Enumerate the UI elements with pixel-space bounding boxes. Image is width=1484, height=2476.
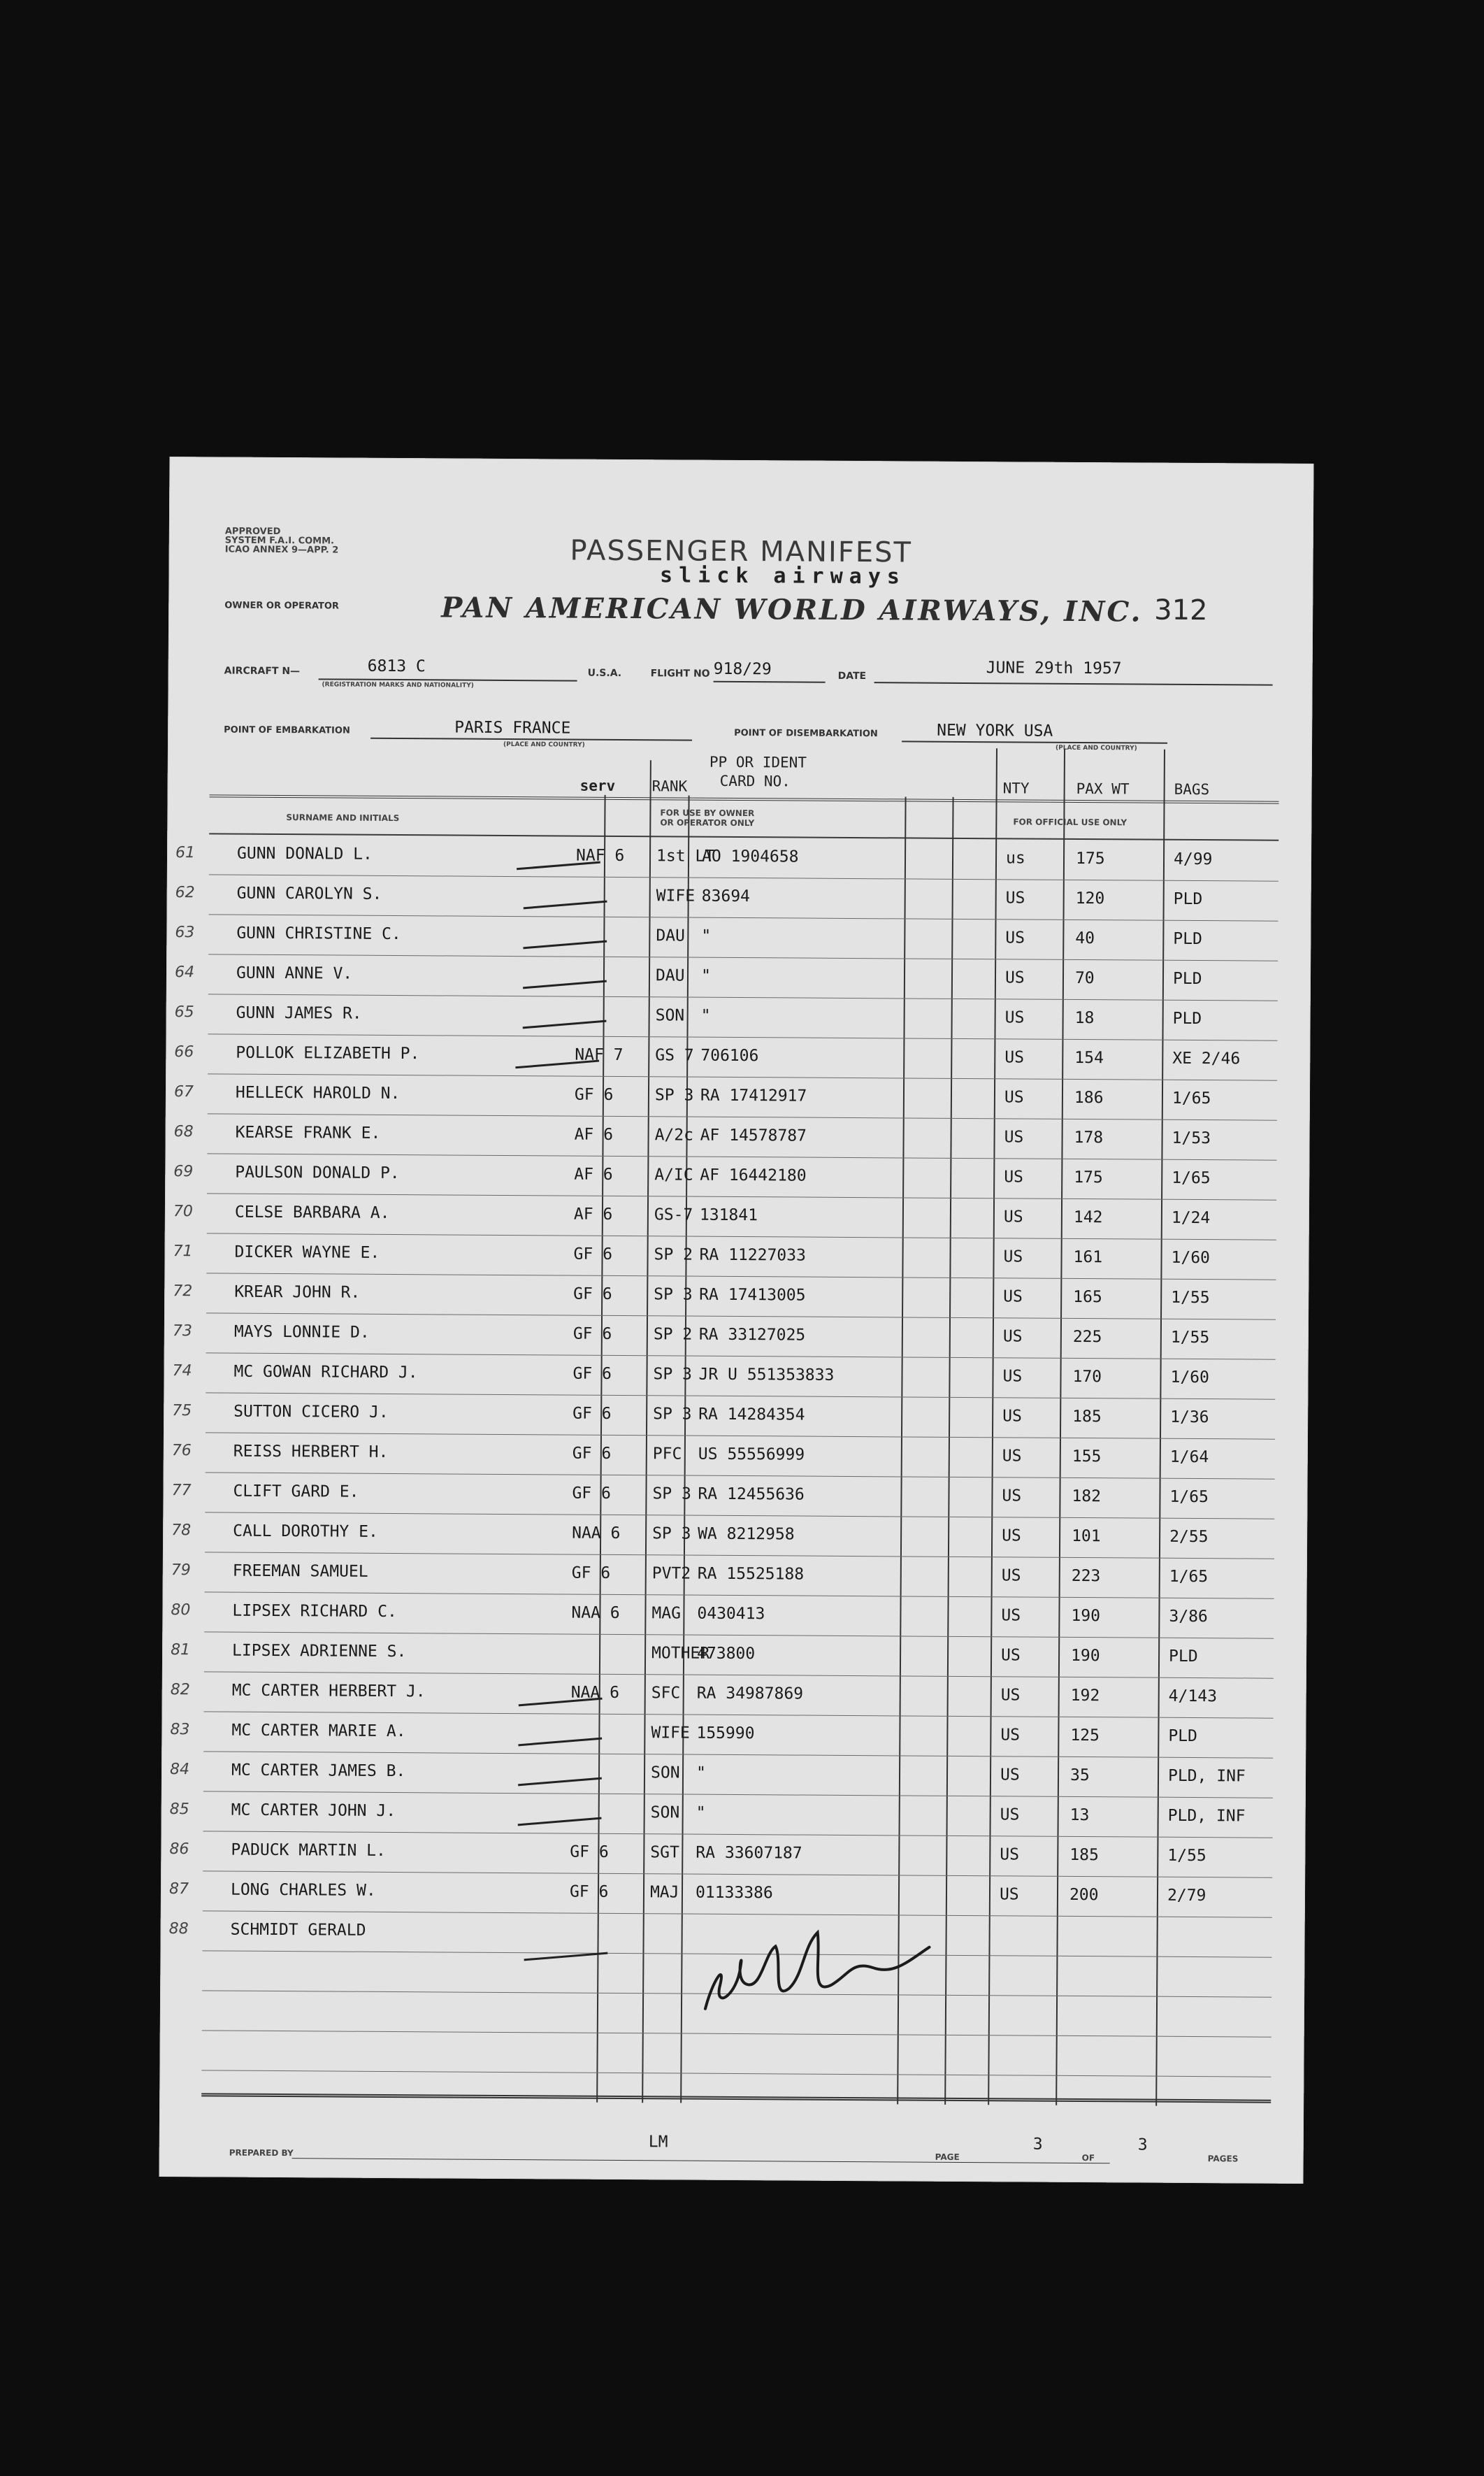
embark-sub: (PLACE AND COUNTRY)	[503, 740, 585, 749]
cell-nty: US	[1000, 1766, 1020, 1784]
cell-nty: US	[1001, 1566, 1021, 1585]
cell-rank: MAJ	[649, 1883, 679, 1902]
header-official-use: FOR OFFICIAL USE ONLY	[1013, 817, 1128, 828]
cell-name: CALL DOROTHY E.	[233, 1522, 378, 1541]
cell-serv: GF 6	[574, 1085, 614, 1104]
cell-card: "	[700, 1006, 711, 1025]
cell-wt: 175	[1074, 1168, 1103, 1187]
cell-name: HELLECK HAROLD N.	[235, 1083, 401, 1103]
cell-rank: GS 7	[655, 1046, 694, 1065]
cell-serv: GF 6	[570, 1842, 609, 1861]
of-label: OF	[1081, 2153, 1095, 2163]
cell-nty: US	[1002, 1526, 1021, 1545]
cell-name: LONG CHARLES W.	[230, 1880, 376, 1900]
cell-card: JR U 551353833	[698, 1365, 835, 1384]
cell-card: "	[696, 1763, 706, 1782]
cell-name: GUNN ANNE V.	[236, 964, 353, 983]
cell-bags: PLD, INF	[1167, 1766, 1246, 1786]
header-nty: NTY	[1002, 780, 1030, 797]
cell-card: RA 17413005	[699, 1285, 806, 1305]
cell-rank: WIFE	[656, 887, 696, 906]
disembark-value: NEW YORK USA	[937, 721, 1053, 740]
table-row	[165, 1153, 1309, 1200]
cell-card: RA 33127025	[698, 1325, 806, 1345]
cell-nty: US	[1002, 1487, 1022, 1505]
flight-value: 918/29	[713, 659, 772, 679]
cell-rank: SP 3	[652, 1524, 691, 1543]
header-serv: serv	[579, 777, 616, 794]
cell-n: 85	[169, 1801, 189, 1819]
cell-rank: SP 3	[653, 1405, 692, 1424]
cell-card: RA 17412917	[700, 1086, 807, 1105]
table-row	[164, 1432, 1308, 1479]
cell-bags: 1/65	[1169, 1487, 1209, 1507]
table-row	[166, 954, 1311, 1001]
cell-wt: 185	[1069, 1845, 1099, 1865]
cell-bags: 1/65	[1172, 1168, 1211, 1188]
cell-wt: 161	[1073, 1247, 1103, 1267]
cell-serv: NAF 6	[575, 846, 625, 866]
cell-card: 83694	[701, 887, 751, 906]
cell-n: 70	[173, 1203, 194, 1221]
form-title: PASSENGER MANIFEST	[570, 534, 913, 569]
cell-rank: A/2c	[654, 1126, 694, 1145]
cell-rank: SGT	[650, 1843, 679, 1862]
cell-serv: AF 6	[574, 1125, 614, 1144]
cell-rank: MOTHER	[651, 1644, 710, 1663]
table-row	[163, 1552, 1307, 1598]
cell-bags: 1/60	[1170, 1368, 1209, 1387]
cell-card: 0430413	[697, 1604, 765, 1624]
table-row	[161, 1870, 1305, 1917]
aircraft-sub: (REGISTRATION MARKS AND NATIONALITY)	[322, 681, 474, 689]
approval-line: SYSTEM F.A.I. COMM.	[224, 535, 335, 547]
cell-nty: US	[1001, 1606, 1021, 1625]
cell-rank: MAG	[651, 1604, 682, 1623]
cell-wt: 192	[1070, 1686, 1100, 1705]
cell-card: AF 16442180	[700, 1166, 807, 1185]
cell-name: LIPSEX ADRIENNE S.	[232, 1641, 407, 1661]
cell-serv: GF 6	[571, 1563, 611, 1582]
header-bags: BAGS	[1174, 780, 1210, 799]
cell-rank: SP 3	[652, 1484, 691, 1503]
cell-name: KEARSE FRANK E.	[235, 1123, 381, 1143]
cell-name: REISS HERBERT H.	[233, 1442, 389, 1461]
cell-card: "	[701, 926, 712, 945]
prepared-label: PREPARED BY	[229, 2147, 294, 2159]
cell-bags: 1/53	[1172, 1129, 1211, 1148]
cell-wt: 186	[1074, 1088, 1104, 1108]
cell-rank: SP 3	[654, 1086, 694, 1105]
cell-serv: GF 6	[572, 1444, 612, 1463]
cell-wt: 178	[1074, 1128, 1104, 1147]
cell-name: MC CARTER HERBERT J.	[231, 1681, 426, 1701]
cell-card: RA 34987869	[696, 1684, 804, 1703]
cell-serv: GF 6	[572, 1404, 612, 1423]
cell-card: 01133386	[695, 1883, 773, 1903]
table-row	[163, 1472, 1307, 1519]
cell-name: GUNN CHRISTINE C.	[236, 924, 401, 944]
cell-wt: 185	[1072, 1407, 1102, 1426]
cell-serv: GF 6	[573, 1284, 612, 1303]
cell-rank: SP 2	[653, 1325, 693, 1344]
cell-wt: 223	[1071, 1566, 1101, 1586]
prepared-by: LM	[648, 2133, 668, 2152]
cell-wt: 40	[1075, 929, 1095, 948]
table-row	[164, 1312, 1309, 1359]
table-row	[161, 1751, 1306, 1798]
cell-n: 88	[168, 1920, 189, 1938]
cell-bags: PLD	[1173, 889, 1203, 909]
page-label: PAGE	[935, 2152, 960, 2162]
cell-card: RA 12455636	[698, 1484, 805, 1504]
cell-nty: US	[1005, 929, 1025, 947]
cell-bags: PLD	[1172, 969, 1202, 989]
cell-name: PAULSON DONALD P.	[235, 1163, 400, 1183]
cell-wt: 225	[1072, 1327, 1102, 1347]
cell-serv: GF 6	[572, 1324, 612, 1343]
cell-nty: US	[1000, 1726, 1021, 1745]
cell-n: 82	[170, 1681, 190, 1699]
cell-bags: 1/64	[1169, 1447, 1209, 1467]
footer-underline	[292, 2158, 1110, 2163]
approval-line: APPROVED	[224, 526, 281, 537]
cell-name: KREAR JOHN R.	[234, 1282, 361, 1302]
cell-n: 72	[173, 1282, 193, 1301]
cell-n: 84	[169, 1761, 190, 1779]
cell-n: 79	[171, 1561, 191, 1580]
table-row	[166, 1073, 1310, 1120]
cell-name: MC CARTER JAMES B.	[231, 1761, 406, 1781]
cell-bags: XE 2/46	[1172, 1049, 1241, 1068]
table-row	[166, 914, 1311, 961]
cell-name: MAYS LONNIE D.	[233, 1322, 370, 1342]
cell-nty: US	[1000, 1805, 1020, 1824]
table-row	[166, 1033, 1310, 1080]
cell-nty: us	[1005, 849, 1025, 868]
table-row	[165, 1113, 1309, 1160]
table-row	[166, 994, 1310, 1040]
table-row	[162, 1591, 1306, 1638]
cell-n: 80	[171, 1601, 191, 1619]
cell-wt: 120	[1075, 889, 1105, 908]
cell-bags: PLD	[1168, 1726, 1198, 1746]
header-pax: PAX WT	[1076, 780, 1130, 798]
cell-n: 75	[172, 1402, 192, 1420]
cell-n: 69	[173, 1163, 194, 1181]
cell-rank: SP 3	[654, 1285, 693, 1304]
airline-name: PAN AMERICAN WORLD AIRWAYS, INC.	[441, 591, 1143, 629]
serv-dash	[524, 1952, 608, 1961]
cell-n: 78	[171, 1522, 192, 1540]
cell-nty: US	[1003, 1247, 1023, 1266]
cell-n: 66	[174, 1043, 194, 1061]
cell-name: MC CARTER MARIE A.	[231, 1721, 406, 1741]
disembark-sub: (PLACE AND COUNTRY)	[1055, 744, 1137, 752]
cell-name: DICKER WAYNE E.	[234, 1243, 380, 1262]
date-underline	[874, 682, 1273, 685]
cell-card: 473800	[697, 1644, 756, 1663]
cell-card: AO 1904658	[701, 847, 799, 866]
pages-label: PAGES	[1207, 2154, 1239, 2164]
cell-n: 83	[170, 1721, 190, 1739]
cell-rank: PFC	[652, 1445, 682, 1464]
cell-wt: 165	[1073, 1287, 1102, 1307]
handwritten-signature	[698, 1918, 937, 2024]
cell-name: GUNN CAROLYN S.	[236, 884, 382, 903]
aircraft-label: AIRCRAFT N—	[224, 665, 301, 678]
table-row	[163, 1512, 1307, 1559]
cell-bags: PLD	[1168, 1647, 1198, 1666]
cell-bags: 4/143	[1168, 1687, 1218, 1706]
cell-card: "	[696, 1803, 706, 1822]
cell-name: MC GOWAN RICHARD J.	[233, 1362, 418, 1382]
table-row	[164, 1352, 1308, 1399]
cell-rank: 1st LT	[656, 847, 715, 866]
cell-serv: NAA 6	[572, 1524, 621, 1543]
embark-value: PARIS FRANCE	[454, 718, 571, 738]
cell-wt: 70	[1074, 968, 1095, 988]
cell-card: RA 15525188	[697, 1564, 805, 1584]
cell-serv: AF 6	[574, 1165, 613, 1184]
cell-bags: 1/55	[1171, 1288, 1210, 1308]
cell-card: RA 14284354	[698, 1405, 805, 1424]
cell-bags: 2/55	[1169, 1527, 1209, 1547]
cell-bags: PLD	[1173, 929, 1202, 949]
cell-nty: US	[1004, 1128, 1024, 1147]
disembark-underline	[902, 740, 1167, 743]
cell-serv: GF 6	[573, 1245, 613, 1264]
cell-wt: 190	[1070, 1646, 1100, 1666]
cell-rank: SP 2	[654, 1245, 693, 1264]
cell-n: 62	[175, 884, 195, 902]
date-value: JUNE 29th 1957	[986, 659, 1122, 678]
cell-nty: US	[1002, 1447, 1022, 1466]
cell-rank: SFC	[651, 1684, 681, 1703]
cell-bags: 1/65	[1169, 1567, 1209, 1587]
cell-rank: GS-7	[654, 1205, 693, 1224]
cell-nty: US	[1005, 889, 1025, 908]
cell-bags: 1/60	[1171, 1248, 1211, 1268]
cell-card: 155990	[696, 1724, 755, 1743]
operator-stamp: slick airways	[659, 563, 907, 589]
cell-wt: 200	[1069, 1885, 1099, 1905]
cell-name: CLIFT GARD E.	[233, 1482, 359, 1501]
cell-card: RA 33607187	[696, 1843, 802, 1863]
cell-rank: A/IC	[654, 1166, 693, 1185]
cell-bags: 4/99	[1173, 850, 1213, 869]
date-label: DATE	[837, 670, 867, 682]
cell-name: SUTTON CICERO J.	[233, 1402, 389, 1422]
cell-bags: 1/36	[1170, 1408, 1209, 1427]
cell-name: POLLOK ELIZABETH P.	[236, 1043, 420, 1064]
cell-n: 86	[169, 1840, 189, 1859]
disembark-label: POINT OF DISEMBARKATION	[734, 727, 878, 740]
table-row	[161, 1831, 1305, 1877]
table-row	[164, 1233, 1309, 1280]
cell-bags: PLD	[1172, 1009, 1202, 1029]
cell-rank: DAU	[656, 926, 685, 945]
cell-wt: 142	[1073, 1208, 1103, 1227]
cell-name: GUNN DONALD L.	[236, 844, 373, 864]
table-row	[161, 1791, 1306, 1838]
cell-bags: 1/55	[1167, 1846, 1206, 1866]
cell-wt: 182	[1072, 1487, 1102, 1506]
cell-n: 61	[175, 844, 196, 862]
cell-n: 65	[174, 1003, 194, 1022]
cell-bags: PLD, INF	[1167, 1806, 1246, 1826]
cell-nty: US	[1004, 1048, 1025, 1067]
cell-serv: GF 6	[572, 1484, 611, 1503]
cell-name: SCHMIDT GERALD	[230, 1920, 366, 1940]
aircraft-value: 6813 C	[367, 657, 426, 676]
cell-serv: NAA 6	[571, 1603, 620, 1622]
cell-n: 73	[172, 1322, 192, 1340]
cell-card: 706106	[700, 1046, 759, 1066]
cell-rank: SP 3	[653, 1365, 692, 1384]
cell-wt: 101	[1072, 1526, 1101, 1546]
cell-nty: US	[1004, 968, 1025, 987]
cell-n: 74	[172, 1362, 192, 1380]
table-row	[162, 1671, 1306, 1718]
cell-name: LIPSEX RICHARD C.	[232, 1601, 397, 1622]
cell-name: FREEMAN SAMUEL	[232, 1561, 368, 1581]
cell-bags: 2/79	[1167, 1886, 1206, 1905]
table-row	[165, 1193, 1309, 1240]
cell-card: AF 14578787	[700, 1126, 807, 1145]
table-row	[161, 1711, 1306, 1758]
table-row	[167, 834, 1311, 881]
cell-bags: 1/55	[1170, 1328, 1210, 1347]
header-rank: RANK	[651, 778, 688, 795]
table-row	[167, 874, 1311, 921]
cell-card: RA 11227033	[699, 1245, 806, 1265]
cell-n: 67	[173, 1083, 194, 1101]
cell-bags: 1/24	[1171, 1208, 1211, 1228]
cell-rank: WIFE	[651, 1724, 690, 1742]
cell-n: 76	[171, 1442, 192, 1460]
approval-line: ICAO ANNEX 9—APP. 2	[224, 544, 339, 556]
flight-label: FLIGHT NO	[650, 668, 710, 680]
header-surname: SURNAME AND INITIALS	[286, 813, 400, 824]
embark-label: POINT OF EMBARKATION	[224, 724, 350, 736]
cell-rank: SON	[655, 1006, 685, 1025]
cell-nty: US	[999, 1885, 1019, 1904]
cell-n: 87	[168, 1880, 189, 1898]
cell-n: 63	[175, 924, 195, 942]
cell-serv: GF 6	[572, 1364, 612, 1383]
cell-nty: US	[1002, 1367, 1023, 1386]
cell-nty: US	[1000, 1686, 1021, 1705]
header-pp: PP OR IDENT	[709, 753, 807, 771]
cell-rank: SON	[650, 1803, 680, 1822]
cell-serv: AF 6	[573, 1205, 613, 1224]
table-bottom-rule	[201, 2093, 1271, 2103]
of-value: 3	[1137, 2135, 1148, 2154]
cell-serv: NAF 7	[575, 1045, 624, 1065]
cell-serv: NAA 6	[570, 1683, 620, 1702]
cell-name: CELSE BARBARA A.	[234, 1203, 390, 1222]
cell-n: 64	[174, 964, 195, 982]
flight-underline	[714, 681, 826, 683]
table-row	[164, 1392, 1308, 1439]
cell-name: GUNN JAMES R.	[236, 1003, 362, 1023]
cell-bags: 1/65	[1172, 1089, 1211, 1108]
cell-nty: US	[1003, 1208, 1023, 1226]
table-row	[162, 1631, 1306, 1678]
cell-name: PADUCK MARTIN L.	[231, 1840, 386, 1860]
cell-n: 68	[173, 1123, 194, 1141]
cell-wt: 155	[1072, 1447, 1102, 1466]
cell-nty: US	[1004, 1008, 1025, 1027]
cell-n: 71	[173, 1243, 193, 1261]
cell-name: MC CARTER JOHN J.	[231, 1801, 396, 1821]
cell-nty: US	[1002, 1327, 1023, 1346]
cell-card: "	[700, 966, 711, 985]
row-lines	[170, 457, 1314, 464]
cell-card: US 55556999	[698, 1445, 805, 1464]
cell-serv: GF 6	[569, 1882, 609, 1901]
cell-wt: 35	[1069, 1766, 1090, 1785]
page-number-stamp: 312	[1154, 594, 1208, 627]
cell-wt: 170	[1072, 1367, 1102, 1387]
embark-underline	[370, 738, 692, 741]
cell-rank: PVT2	[651, 1564, 691, 1583]
cell-nty: US	[1004, 1088, 1024, 1107]
cell-n: 81	[171, 1641, 191, 1659]
manifest-sheet	[159, 457, 1314, 2184]
cell-nty: US	[1004, 1168, 1024, 1187]
cell-nty: US	[1002, 1407, 1022, 1426]
cell-wt: 154	[1074, 1048, 1104, 1068]
header-owner-use-1: FOR USE BY OWNER	[660, 808, 755, 819]
cell-wt: 125	[1070, 1726, 1100, 1745]
header-owner-use-2: OR OPERATOR ONLY	[660, 817, 755, 829]
cell-n: 77	[171, 1482, 192, 1500]
cell-nty: US	[1000, 1845, 1020, 1864]
cell-rank: DAU	[655, 966, 685, 985]
cell-wt: 175	[1075, 849, 1105, 868]
cell-wt: 190	[1071, 1606, 1101, 1626]
cell-nty: US	[1000, 1646, 1021, 1665]
cell-rank: SON	[650, 1763, 680, 1782]
cell-wt: 18	[1074, 1008, 1095, 1028]
usa-label: U.S.A.	[587, 667, 622, 679]
header-card: CARD NO.	[719, 772, 791, 790]
cell-card: WA 8212958	[698, 1524, 795, 1544]
owner-label: OWNER OR OPERATOR	[224, 600, 340, 612]
cell-nty: US	[1003, 1287, 1023, 1306]
cell-wt: 13	[1069, 1805, 1090, 1825]
cell-bags: 3/86	[1169, 1607, 1208, 1626]
cell-card: 131841	[699, 1205, 758, 1225]
page-value: 3	[1032, 2135, 1043, 2154]
table-row	[164, 1273, 1309, 1319]
